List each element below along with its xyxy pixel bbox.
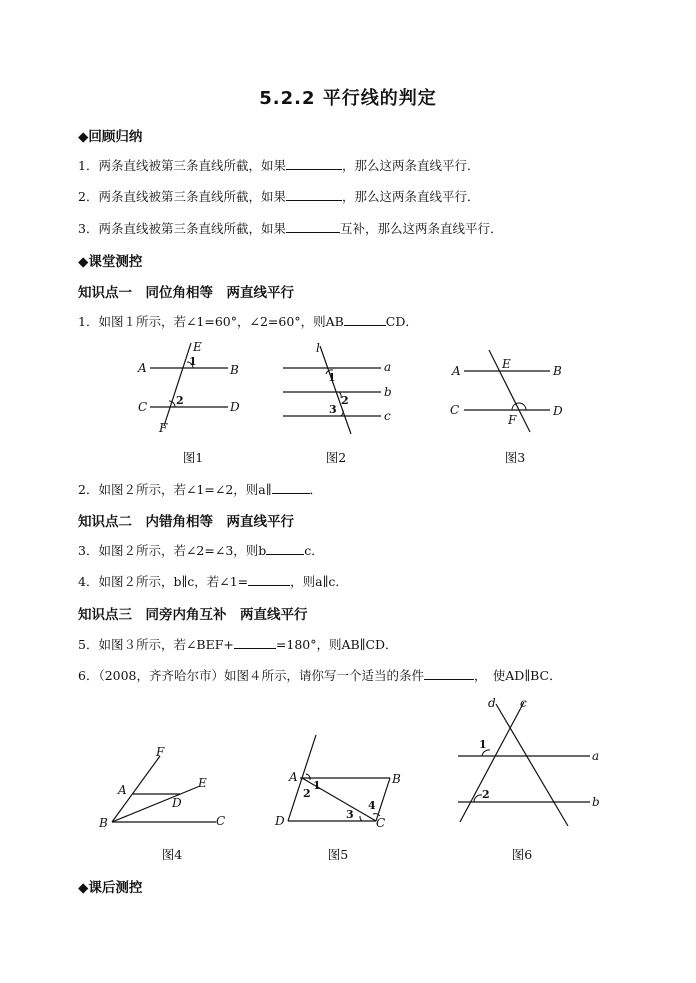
review-line-2 — [78, 187, 479, 205]
answer-blank[interactable] — [234, 636, 276, 649]
fig2-label-c: c — [384, 409, 391, 423]
fig1-label-D: D — [230, 400, 240, 414]
figure-1 — [136, 338, 256, 438]
question-4-text-a: 4．如图２所示，b∥c，若∠1= — [78, 574, 249, 589]
question-5-text-b: =180°，则AB∥CD． — [275, 637, 398, 652]
fig5-label-C: C — [376, 816, 386, 830]
fig3-label-C: C — [450, 403, 460, 417]
fig2-angle-1: 1 — [328, 371, 336, 384]
fig5-label-B: B — [392, 772, 401, 786]
answer-blank[interactable] — [248, 573, 290, 586]
question-2-text-a: 2．如图２所示，若∠1=∠2，则a∥ — [78, 482, 272, 497]
answer-blank[interactable] — [344, 313, 386, 326]
fig4-label-D: D — [172, 796, 182, 810]
question-3 — [78, 541, 324, 559]
fig5-angle-3: 3 — [346, 808, 354, 821]
fig1-angle-1: 1 — [189, 355, 197, 368]
fig4-label-C: C — [216, 814, 226, 828]
figure-3 — [450, 344, 580, 439]
fig4-label-E: E — [198, 776, 207, 790]
figure-5 — [272, 730, 412, 835]
fig2-angle-2: 2 — [341, 394, 349, 407]
fig4-label-F: F — [156, 745, 165, 759]
fig6-label-c: c — [520, 696, 527, 710]
review-line-1 — [78, 156, 479, 174]
figure-2 — [283, 340, 403, 440]
fig3-label-E: E — [502, 357, 511, 371]
fig5-label-A: A — [289, 770, 298, 784]
fig6-label-a: a — [592, 749, 600, 763]
review-line-1-text-b: ，那么这两条直线平行． — [341, 158, 480, 173]
fig6-label-b: b — [592, 795, 600, 809]
knowledge-point-1: 知识点一 同位角相等 两直线平行 — [78, 285, 294, 301]
fig4-label-A: A — [118, 783, 127, 797]
review-line-2-text-a: 2．两条直线被第三条直线所截，如果 — [78, 189, 286, 204]
review-line-3-text-b: 互补，那么这两条直线平行． — [339, 221, 503, 236]
figure-4 — [96, 746, 236, 836]
fig3-label-D: D — [553, 404, 563, 418]
fig5-angle-4: 4 — [368, 799, 376, 812]
fig6-angle-1: 1 — [479, 738, 487, 751]
review-line-3 — [78, 219, 502, 237]
fig1-label-A: A — [138, 361, 147, 375]
knowledge-point-2: 知识点二 内错角相等 两直线平行 — [78, 514, 294, 530]
fig6-angle-2: 2 — [482, 788, 490, 801]
fig1-label-B: B — [230, 363, 239, 377]
section-class-heading: ◆课堂测控 — [78, 254, 143, 270]
fig6-label-d: d — [488, 696, 496, 710]
question-4 — [78, 572, 348, 590]
knowledge-point-3: 知识点三 同旁内角互补 两直线平行 — [78, 607, 308, 623]
question-2 — [78, 480, 322, 498]
fig2-label-b: b — [384, 385, 392, 399]
fig5-angle-1: 1 — [313, 779, 321, 792]
answer-blank[interactable] — [424, 667, 474, 680]
figure-2-caption: 图2 — [325, 450, 347, 465]
fig2-label-a: a — [384, 360, 392, 374]
question-3-text-a: 3．如图２所示，若∠2=∠3，则b — [78, 543, 267, 558]
figure-6 — [452, 694, 612, 834]
fig2-label-l: l — [316, 341, 320, 355]
fig3-label-A: A — [452, 364, 461, 378]
fig1-label-F: F — [159, 421, 168, 435]
question-5-text-a: 5．如图３所示，若∠BEF+ — [78, 637, 234, 652]
fig5-label-D: D — [275, 814, 285, 828]
question-6 — [78, 666, 562, 684]
question-2-text-b: ． — [309, 482, 323, 497]
question-1-text-b: CD． — [385, 314, 418, 329]
fig1-label-C: C — [138, 400, 148, 414]
answer-blank[interactable] — [286, 188, 342, 201]
answer-blank[interactable] — [286, 157, 342, 170]
question-6-text-b: ， 使AD∥BC． — [474, 668, 562, 683]
figure-1-caption: 图1 — [182, 450, 204, 465]
fig1-angle-2: 2 — [176, 394, 184, 407]
answer-blank[interactable] — [266, 542, 304, 555]
question-4-text-b: ，则a∥c． — [290, 574, 348, 589]
question-3-text-b: c． — [304, 543, 324, 558]
figure-4-caption: 图4 — [161, 847, 183, 862]
review-line-3-text-a: 3．两条直线被第三条直线所截，如果 — [78, 221, 286, 236]
section-after-class-heading: ◆课后测控 — [78, 880, 143, 896]
fig3-label-F: F — [508, 413, 517, 427]
fig1-label-E: E — [193, 340, 202, 354]
review-line-1-text-a: 1．两条直线被第三条直线所截，如果 — [78, 158, 286, 173]
fig4-label-B: B — [99, 816, 108, 830]
review-line-2-text-b: ，那么这两条直线平行． — [341, 189, 480, 204]
figure-3-caption: 图3 — [504, 450, 526, 465]
page-title: 5.2.2 平行线的判定 — [259, 88, 437, 109]
answer-blank[interactable] — [286, 220, 340, 233]
fig5-angle-2: 2 — [303, 787, 311, 800]
question-1-text-a: 1．如图１所示，若∠1=60°，∠2=60°，则AB — [78, 314, 344, 329]
question-5 — [78, 635, 398, 653]
answer-blank[interactable] — [272, 481, 310, 494]
section-review-heading: ◆回顾归纳 — [78, 129, 143, 145]
question-6-text-a: 6．（2008，齐齐哈尔市）如图４所示，请你写一个适当的条件 — [78, 668, 425, 683]
figure-5-caption: 图5 — [327, 847, 349, 862]
fig3-label-B: B — [553, 364, 562, 378]
figure-6-caption: 图6 — [511, 847, 533, 862]
fig2-angle-3: 3 — [329, 403, 337, 416]
question-1 — [78, 312, 418, 330]
